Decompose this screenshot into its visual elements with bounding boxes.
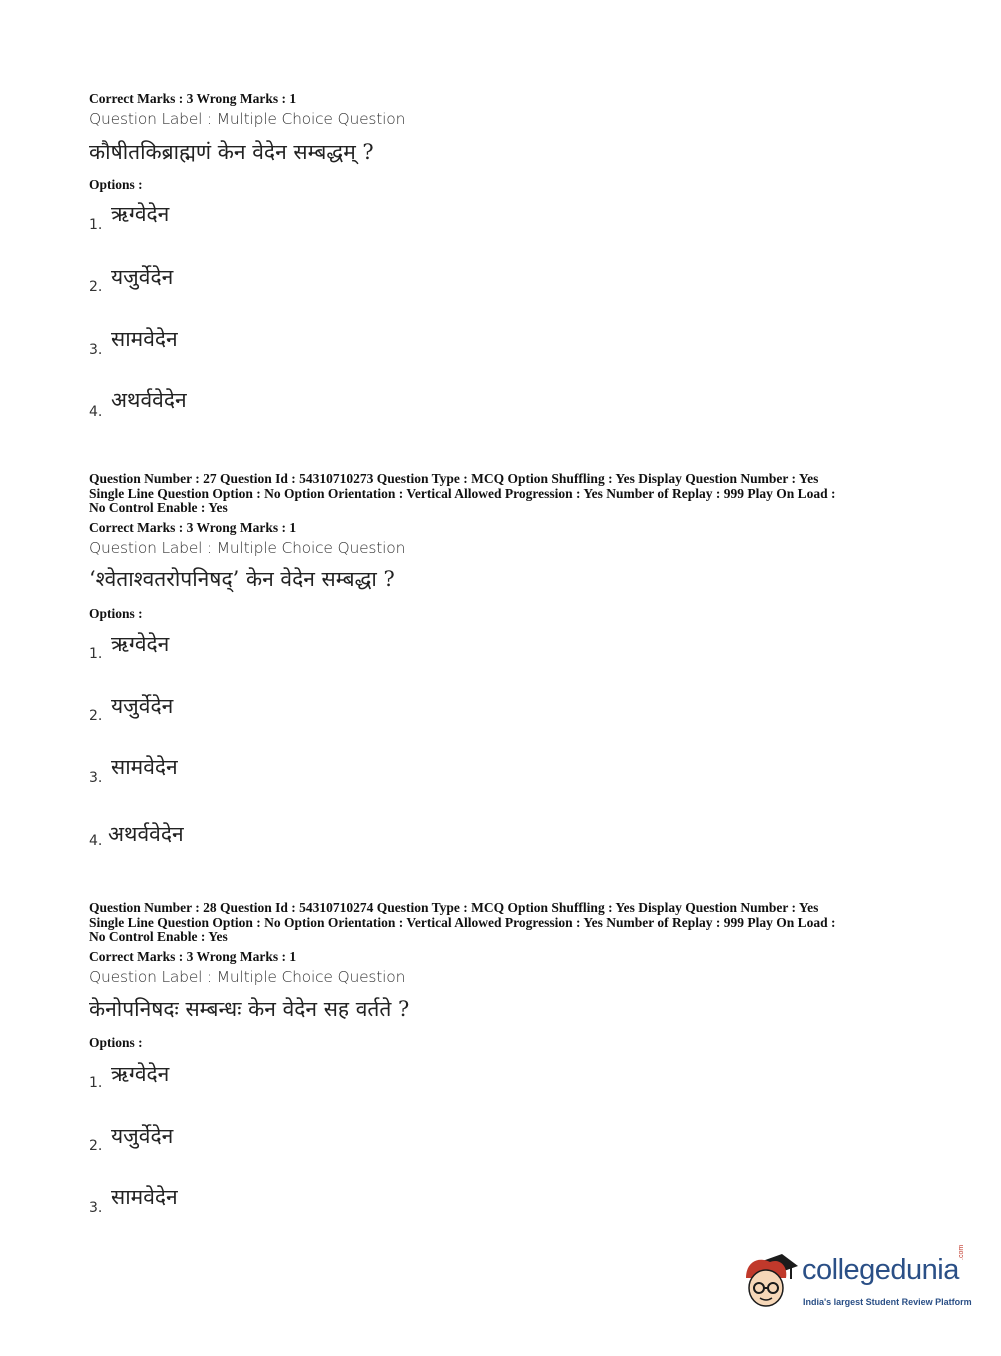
logo-com-suffix: .com — [958, 1244, 965, 1260]
option-number: 1. — [89, 217, 103, 233]
option-text: सामवेदेन — [111, 1185, 178, 1209]
logo-tagline: India's largest Student Review Platform — [803, 1297, 972, 1307]
q27-marks: Correct Marks : 3 Wrong Marks : 1 — [89, 520, 297, 535]
option-text: यजुर्वेदेन — [111, 265, 174, 289]
q27-options-heading: Options : — [89, 606, 143, 621]
q28-options-heading: Options : — [89, 1035, 143, 1050]
q27-meta-line-3: No Control Enable : Yes — [89, 500, 228, 515]
option-text: ऋग्वेदेन — [111, 1062, 170, 1086]
option-text: सामवेदेन — [111, 327, 178, 351]
option-number: 3. — [89, 342, 103, 358]
collegedunia-logo — [740, 1244, 972, 1318]
q27-meta-line-2: Single Line Question Option : No Option Orientation : Vertical Allowed Progression : Yes Number of Replay : 999 Play On Load : — [89, 485, 836, 501]
q28-meta — [89, 901, 919, 945]
option-text: सामवेदेन — [111, 755, 178, 779]
q27-meta-line-1: Question Number : 27 Question Id : 54310710273 Question Type : MCQ Option Shuffling : Yes Display Question Number : Yes — [89, 471, 819, 486]
option-number: 2. — [89, 279, 103, 295]
option-number: 3. — [89, 770, 103, 786]
q27-question-text: ‘श्वेताश्वतरोपनिषद्’ केन वेदेन सम्बद्धा ? — [89, 567, 395, 591]
q26-options-heading: Options : — [89, 177, 143, 192]
option-text: यजुर्वेदेन — [111, 694, 174, 718]
option-number: 4. — [89, 404, 103, 420]
mascot-icon — [740, 1248, 800, 1318]
q28-marks: Correct Marks : 3 Wrong Marks : 1 — [89, 949, 297, 964]
q27-meta — [89, 472, 919, 516]
option-text: यजुर्वेदेन — [111, 1124, 174, 1148]
option-number: 3. — [89, 1200, 103, 1216]
q26-question-text: कौषीतकिब्राह्मणं केन वेदेन सम्बद्धम् ? — [89, 140, 374, 164]
q28-meta-line-3: No Control Enable : Yes — [89, 929, 228, 944]
option-text: अथर्ववेदेन — [108, 822, 184, 846]
q28-label: Question Label : Multiple Choice Question — [89, 968, 406, 986]
logo-wordmark: collegedunia — [802, 1254, 959, 1286]
q27-label: Question Label : Multiple Choice Question — [89, 539, 406, 557]
q28-meta-line-1: Question Number : 28 Question Id : 54310710274 Question Type : MCQ Option Shuffling : Yes Display Question Number : Yes — [89, 900, 819, 915]
option-number: 1. — [89, 646, 103, 662]
option-number: 2. — [89, 708, 103, 724]
q26-label: Question Label : Multiple Choice Question — [89, 110, 406, 128]
q26-marks: Correct Marks : 3 Wrong Marks : 1 — [89, 91, 297, 106]
option-number: 2. — [89, 1138, 103, 1154]
option-text: ऋग्वेदेन — [111, 202, 170, 226]
option-text: ऋग्वेदेन — [111, 632, 170, 656]
option-text: अथर्ववेदेन — [111, 388, 187, 412]
option-number: 1. — [89, 1075, 103, 1091]
q28-question-text: केनोपनिषदः सम्बन्धः केन वेदेन सह वर्तते ? — [89, 997, 410, 1021]
q28-meta-line-2: Single Line Question Option : No Option Orientation : Vertical Allowed Progression : Yes Number of Replay : 999 Play On Load : — [89, 914, 836, 930]
option-number: 4. — [89, 833, 103, 849]
